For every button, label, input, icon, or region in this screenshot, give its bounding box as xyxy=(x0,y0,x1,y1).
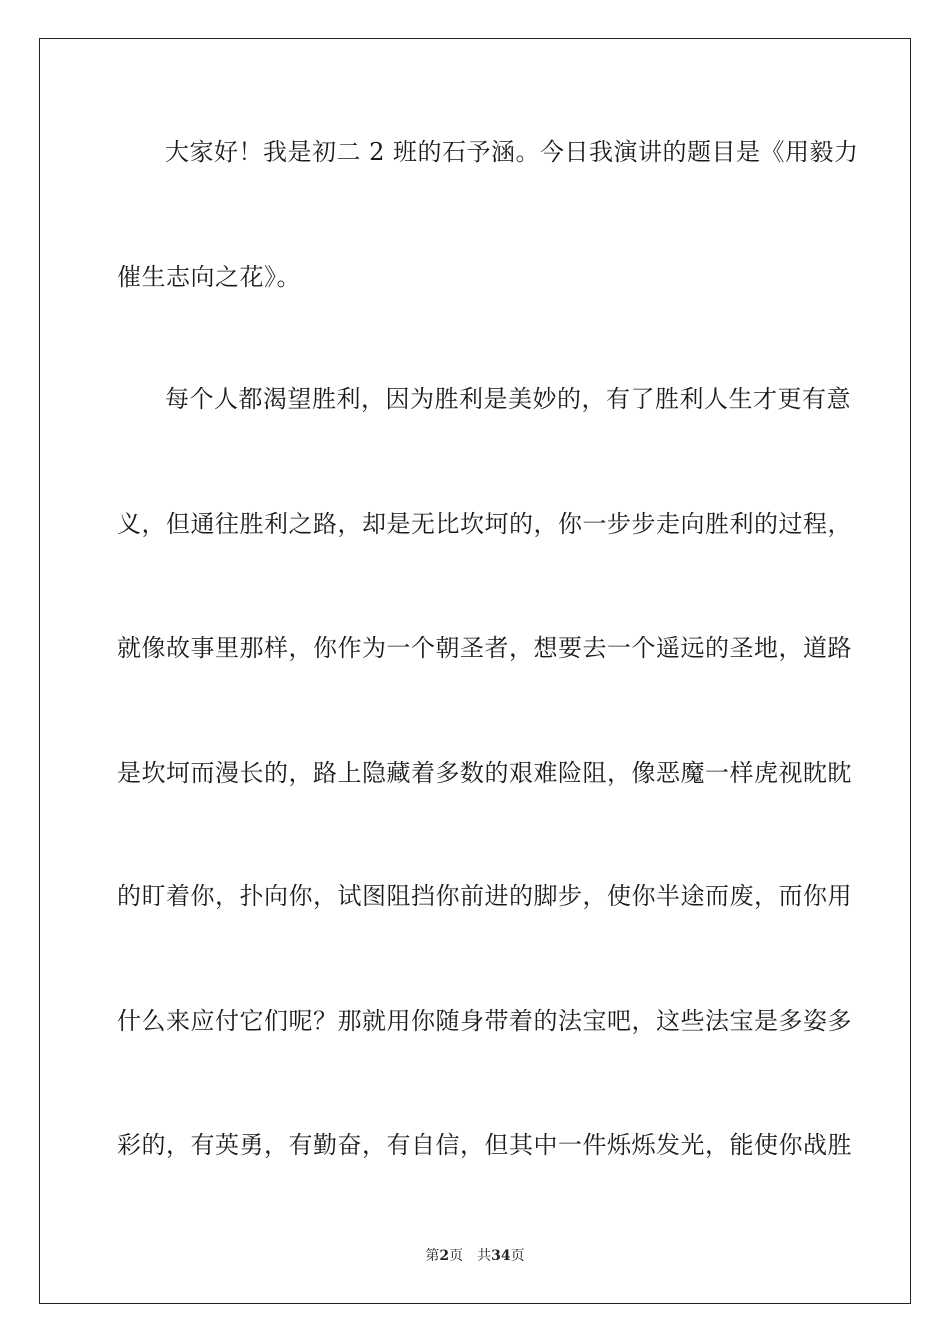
paragraph-2-line-7: 彩的，有英勇，有勤奋，有自信，但其中一件烁烁发光，能使你战胜 xyxy=(117,1131,852,1159)
total-suffix: 页 xyxy=(510,1248,525,1264)
paragraph-1-line-1: 大家好！我是初二 2 班的石予涵。今日我演讲的题目是《用毅力 xyxy=(165,138,859,166)
total-prefix: 共 xyxy=(477,1248,492,1264)
paragraph-2-line-5: 的盯着你，扑向你，试图阻挡你前进的脚步，使你半途而废，而你用 xyxy=(117,882,852,910)
page-footer xyxy=(0,1247,950,1265)
paragraph-1-line-2: 催生志向之花》。 xyxy=(117,263,301,291)
page-number: 2 xyxy=(439,1248,450,1264)
page-suffix: 页 xyxy=(449,1248,464,1264)
page-border xyxy=(39,38,911,1304)
paragraph-2-line-3: 就像故事里那样，你作为一个朝圣者，想要去一个遥远的圣地，道路 xyxy=(117,634,852,662)
paragraph-2-line-2: 义，但通往胜利之路，却是无比坎坷的，你一步步走向胜利的过程， xyxy=(117,510,852,538)
total-pages: 34 xyxy=(491,1248,511,1264)
paragraph-2-line-1: 每个人都渴望胜利，因为胜利是美妙的，有了胜利人生才更有意 xyxy=(165,385,851,413)
page-prefix: 第 xyxy=(425,1248,440,1264)
paragraph-2-line-6: 什么来应付它们呢？那就用你随身带着的法宝吧，这些法宝是多姿多 xyxy=(117,1007,852,1035)
paragraph-2-line-4: 是坎坷而漫长的，路上隐藏着多数的艰难险阻，像恶魔一样虎视眈眈 xyxy=(117,759,852,787)
